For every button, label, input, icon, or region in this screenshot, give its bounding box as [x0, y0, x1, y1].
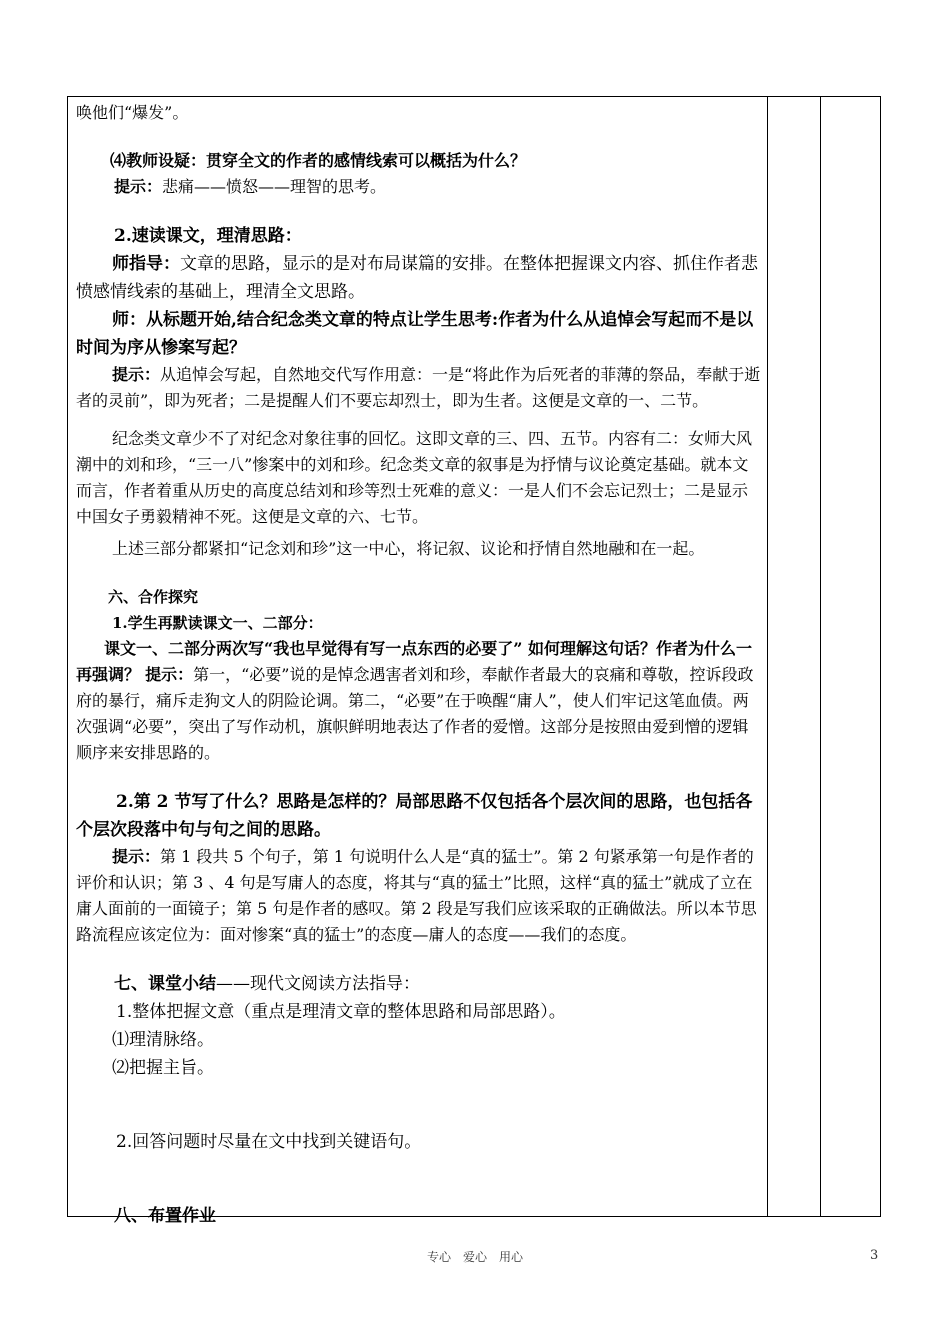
column-divider [820, 96, 821, 1217]
section-heading: 八、布置作业 [114, 1206, 216, 1226]
teacher-label: 师指导： [112, 254, 180, 274]
section-subtitle: ——现代文阅读方法指导： [216, 974, 420, 994]
teacher-question: 师：从标题开始,结合纪念类文章的特点让学生思考:作者为什么从追悼会写起而不是以时间为序从惨案写起？ [76, 310, 754, 358]
section-heading [76, 970, 762, 998]
section-title: 七、课堂小结 [114, 974, 216, 994]
hint-text: 第一，“必要”说的是悼念遇害者刘和珍，奉献作者最大的哀痛和尊敬，控诉段政府的暴行，痛斥走狗文人的阴险论调。第二，“必要”在于唤醒“庸人”，使人们牢记这笔血债。两次强调“必要”，突出了写作动机，旗帜鲜明地表达了作者的爱憎。这部分是按照由爱到憎的逻辑顺序来安排思路的。 [76, 665, 754, 762]
teacher-guidance [76, 250, 762, 306]
hint-label: 提示： [112, 365, 161, 384]
hint-text: 第 1 段共 5 个句子，第 1 句说明什么人是“真的猛士”。第 2 句紧承第一句是作者的评价和认识；第 3 、4 句是写庸人的态度，将其与“真的猛士”比照，这样“真的猛士”就成了立在庸人面前的一面镜子；第 5 句是作者的感叹。第 2 段是写我们应该采取的正确做法。所以本节思路流程应该定位为：面对惨案“真的猛士”的态度—庸人的态度——我们的态度。 [76, 847, 757, 944]
paragraph: 上述三部分都紧扣“记念刘和珍”这一中心，将记叙、议论和抒情自然地融和在一起。 [112, 539, 705, 558]
column-divider [767, 96, 768, 1217]
section-heading: 2.速读课文，理清思路： [114, 226, 302, 246]
list-item: ⑴理清脉络。 [112, 1030, 214, 1050]
paragraph [76, 636, 762, 766]
hint-paragraph [76, 362, 762, 414]
hint-label: 提示： [112, 847, 161, 866]
paragraph: 唤他们“爆发”。 [76, 103, 189, 122]
paragraph: 纪念类文章少不了对纪念对象往事的回忆。这即文章的三、四、五节。内容有二：女师大风潮中的刘和珍，“三一八”惨案中的刘和珍。纪念类文章的叙事是为抒情与议论奠定基础。就本文而言，作者着重从历史的高度总结刘和珍等烈士死难的意义：一是人们不会忘记烈士；二是显示中国女子勇毅精神不死。这便是文章的六、七节。 [76, 429, 753, 526]
answer-text: 悲痛——愤怒——理智的思考。 [162, 177, 387, 196]
footer-motto: 专心 爱心 用心 [426, 1250, 523, 1264]
list-item: 1.整体把握文意（重点是理清文章的整体思路和局部思路）。 [116, 1002, 566, 1022]
hint-label: 提示： [114, 177, 163, 196]
hint-text: 从追悼会写起，自然地交代写作用意：一是“将此作为后死者的菲薄的祭品，奉献于逝者的灵前”，即为死者；二是提醒人们不要忘却烈士，即为生者。这便是文章的一、二节。 [76, 365, 761, 410]
teacher-text: 文章的思路，显示的是对布局谋篇的安排。在整体把握课文内容、抓住作者悲愤感情线索的基础上，理清全文思路。 [76, 254, 758, 302]
question-4: ⑷教师设疑：贯穿全文的作者的感情线索可以概括为什么？ [110, 151, 527, 170]
question-text: 课文一、二部分两次写“我也早觉得有写一点东西的必要了” 如何理解这句话？作者为什么一再强调？ [76, 639, 752, 684]
hint-label: 提示： [145, 665, 194, 684]
list-item: ⑵把握主旨。 [112, 1058, 214, 1078]
lesson-content [76, 96, 762, 1230]
section-heading: 六、合作探究 [108, 588, 199, 606]
hint-paragraph [76, 844, 762, 948]
answer-4 [76, 174, 762, 200]
list-item: 2.回答问题时尽量在文中找到关键语句。 [116, 1132, 422, 1152]
subsection-heading: 2.第 2 节写了什么？思路是怎样的？局部思路不仅包括各个层次间的思路，也包括各个层次段落中句与句之间的思路。 [76, 792, 753, 840]
subsection-heading: 1.学生再默读课文一、二部分： [112, 614, 323, 632]
page-number: 3 [870, 1248, 879, 1263]
